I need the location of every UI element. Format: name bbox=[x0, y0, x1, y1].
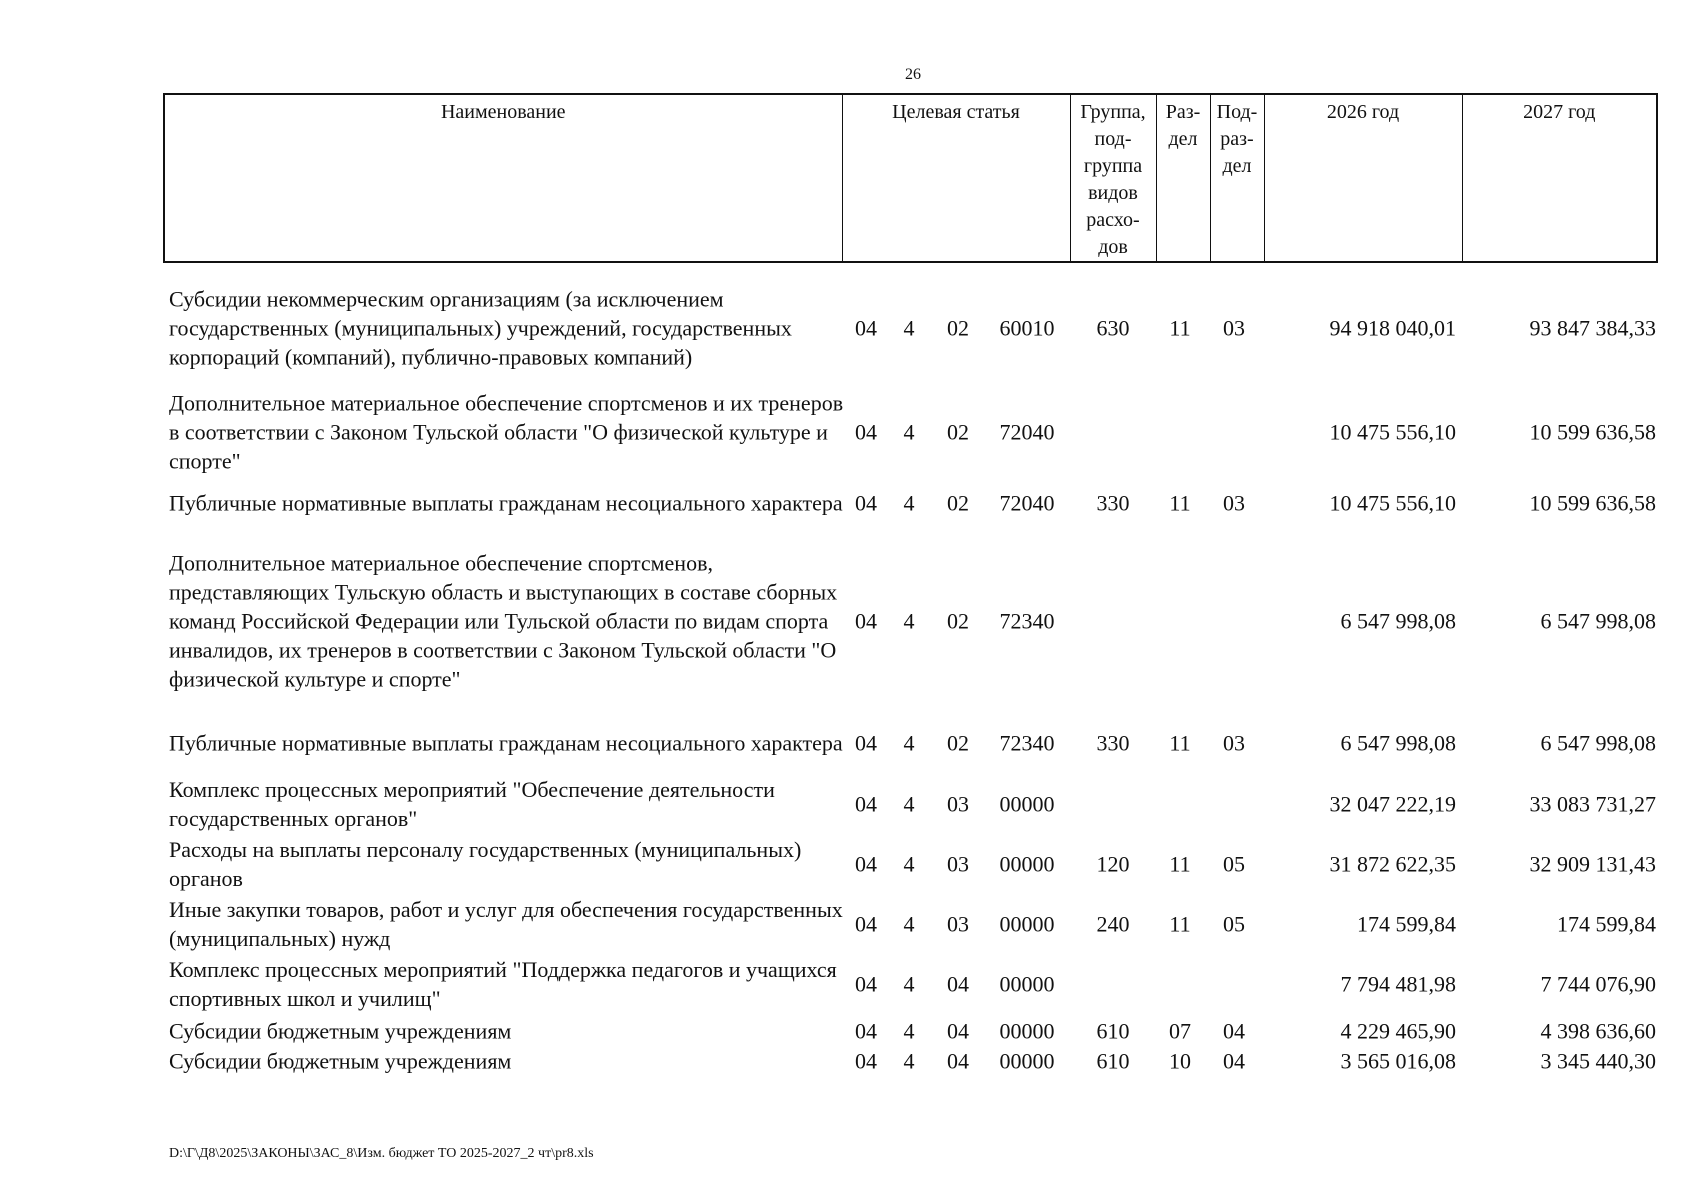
cell-amount-2027: 10 599 636,58 bbox=[1529, 419, 1656, 445]
header-target-article: Целевая статья bbox=[842, 94, 1070, 262]
cell-amount-2027: 174 599,84 bbox=[1557, 911, 1656, 937]
table-row bbox=[0, 712, 1694, 774]
table-row bbox=[0, 280, 1694, 376]
cell-name: Публичные нормативные выплаты гражданам несоциального характера bbox=[169, 490, 843, 516]
cell-code-part-2: 4 bbox=[903, 851, 915, 877]
cell-amount-2026: 10 475 556,10 bbox=[1329, 490, 1456, 516]
header-year-2026: 2026 год bbox=[1264, 94, 1462, 262]
cell-amount-2027: 33 083 731,27 bbox=[1529, 791, 1656, 817]
header-group: Группа, под- группа видов расхо- дов bbox=[1070, 94, 1156, 262]
cell-section: 11 bbox=[1169, 315, 1191, 341]
cell-code-part-2: 4 bbox=[903, 1018, 915, 1044]
cell-code-part-2: 4 bbox=[903, 971, 915, 997]
header-section: Раз- дел bbox=[1156, 94, 1210, 262]
cell-subsection: 03 bbox=[1223, 730, 1245, 756]
cell-section: 11 bbox=[1169, 911, 1191, 937]
cell-name: Субсидии некоммерческим организациям (за исключением государственных (муниципальных) учреждений, государственных корпораций (компаний), публично-правовых компаний) bbox=[169, 286, 792, 370]
cell-code-part-2: 4 bbox=[903, 1048, 915, 1074]
cell-code-part-4: 72040 bbox=[999, 490, 1055, 516]
table-row bbox=[0, 774, 1694, 834]
cell-expense-group: 610 bbox=[1096, 1048, 1130, 1074]
cell-code-part-4: 00000 bbox=[999, 911, 1055, 937]
cell-code-part-2: 4 bbox=[903, 490, 915, 516]
cell-section: 11 bbox=[1169, 490, 1191, 516]
cell-amount-2026: 174 599,84 bbox=[1357, 911, 1456, 937]
cell-section: 10 bbox=[1169, 1048, 1191, 1074]
cell-code-part-3: 04 bbox=[947, 1018, 969, 1044]
cell-code-part-4: 00000 bbox=[999, 971, 1055, 997]
cell-code-part-4: 60010 bbox=[999, 315, 1055, 341]
cell-code-part-1: 04 bbox=[855, 315, 877, 341]
cell-name: Дополнительное материальное обеспечение спортсменов, представляющих Тульскую область и выступающих в составе сборных команд Российской Федерации или Тульской области по видам спорта инвалидов, их тренеров в соответствии с Законом Тульской области "О физической культуре и спорте" bbox=[169, 550, 838, 692]
cell-amount-2026: 32 047 222,19 bbox=[1329, 791, 1456, 817]
cell-name: Комплекс процессных мероприятий "Обеспечение деятельности государственных органов" bbox=[169, 777, 775, 831]
cell-amount-2026: 3 565 016,08 bbox=[1340, 1048, 1456, 1074]
cell-code-part-1: 04 bbox=[855, 419, 877, 445]
cell-code-part-1: 04 bbox=[855, 791, 877, 817]
cell-name: Субсидии бюджетным учреждениям bbox=[169, 1048, 512, 1074]
cell-expense-group: 330 bbox=[1096, 490, 1130, 516]
header-year-2027: 2027 год bbox=[1462, 94, 1657, 262]
cell-amount-2026: 10 475 556,10 bbox=[1329, 419, 1456, 445]
cell-code-part-4: 72340 bbox=[999, 730, 1055, 756]
table-row bbox=[0, 894, 1694, 954]
cell-code-part-3: 03 bbox=[947, 911, 969, 937]
cell-expense-group: 630 bbox=[1096, 315, 1130, 341]
cell-amount-2026: 31 872 622,35 bbox=[1329, 851, 1456, 877]
table-row bbox=[0, 834, 1694, 894]
cell-section: 11 bbox=[1169, 730, 1191, 756]
table-row bbox=[0, 546, 1694, 696]
cell-subsection: 04 bbox=[1223, 1048, 1245, 1074]
cell-code-part-1: 04 bbox=[855, 851, 877, 877]
cell-code-part-4: 00000 bbox=[999, 1018, 1055, 1044]
cell-code-part-4: 00000 bbox=[999, 791, 1055, 817]
cell-code-part-3: 02 bbox=[947, 490, 969, 516]
cell-name: Комплекс процессных мероприятий "Поддержка педагогов и учащихся спортивных школ и училищ" bbox=[169, 957, 837, 1011]
cell-amount-2027: 6 547 998,08 bbox=[1540, 730, 1656, 756]
cell-code-part-3: 03 bbox=[947, 851, 969, 877]
cell-amount-2027: 32 909 131,43 bbox=[1529, 851, 1656, 877]
cell-expense-group: 610 bbox=[1096, 1018, 1130, 1044]
cell-code-part-4: 00000 bbox=[999, 1048, 1055, 1074]
cell-code-part-3: 03 bbox=[947, 791, 969, 817]
header-subsection: Под- раз- дел bbox=[1210, 94, 1264, 262]
cell-expense-group: 240 bbox=[1096, 911, 1130, 937]
page-number: 26 bbox=[905, 66, 921, 83]
cell-code-part-1: 04 bbox=[855, 1048, 877, 1074]
cell-name: Дополнительное материальное обеспечение спортсменов и их тренеров в соответствии с Законом Тульской области "О физической культуре и спорте" bbox=[169, 390, 844, 474]
table-row bbox=[0, 384, 1694, 480]
cell-code-part-3: 04 bbox=[947, 1048, 969, 1074]
cell-amount-2027: 6 547 998,08 bbox=[1540, 608, 1656, 634]
cell-code-part-4: 72040 bbox=[999, 419, 1055, 445]
cell-amount-2027: 3 345 440,30 bbox=[1540, 1048, 1656, 1074]
table-row bbox=[0, 954, 1694, 1014]
table-header bbox=[163, 93, 1658, 263]
cell-section: 07 bbox=[1169, 1018, 1191, 1044]
cell-code-part-2: 4 bbox=[903, 315, 915, 341]
cell-code-part-1: 04 bbox=[855, 730, 877, 756]
cell-expense-group: 120 bbox=[1096, 851, 1130, 877]
cell-section: 11 bbox=[1169, 851, 1191, 877]
cell-subsection: 05 bbox=[1223, 851, 1245, 877]
cell-code-part-3: 02 bbox=[947, 730, 969, 756]
table-row bbox=[0, 470, 1694, 536]
cell-amount-2026: 6 547 998,08 bbox=[1340, 730, 1456, 756]
cell-amount-2026: 7 794 481,98 bbox=[1340, 971, 1456, 997]
cell-amount-2027: 7 744 076,90 bbox=[1540, 971, 1656, 997]
cell-code-part-3: 02 bbox=[947, 419, 969, 445]
cell-code-part-1: 04 bbox=[855, 490, 877, 516]
cell-subsection: 03 bbox=[1223, 315, 1245, 341]
cell-code-part-2: 4 bbox=[903, 608, 915, 634]
cell-code-part-2: 4 bbox=[903, 791, 915, 817]
cell-code-part-4: 00000 bbox=[999, 851, 1055, 877]
cell-code-part-1: 04 bbox=[855, 971, 877, 997]
cell-name: Иные закупки товаров, работ и услуг для обеспечения государственных (муниципальных) нужд bbox=[169, 897, 843, 951]
cell-code-part-2: 4 bbox=[903, 911, 915, 937]
cell-amount-2026: 94 918 040,01 bbox=[1329, 315, 1456, 341]
cell-code-part-4: 72340 bbox=[999, 608, 1055, 634]
cell-subsection: 05 bbox=[1223, 911, 1245, 937]
cell-code-part-2: 4 bbox=[903, 419, 915, 445]
cell-code-part-2: 4 bbox=[903, 730, 915, 756]
cell-amount-2027: 4 398 636,60 bbox=[1540, 1018, 1656, 1044]
cell-code-part-1: 04 bbox=[855, 911, 877, 937]
cell-amount-2027: 10 599 636,58 bbox=[1529, 490, 1656, 516]
cell-amount-2026: 6 547 998,08 bbox=[1340, 608, 1456, 634]
header-name: Наименование bbox=[164, 94, 842, 262]
cell-name: Публичные нормативные выплаты гражданам несоциального характера bbox=[169, 730, 843, 756]
cell-subsection: 03 bbox=[1223, 490, 1245, 516]
table-row bbox=[0, 1016, 1694, 1046]
cell-code-part-3: 02 bbox=[947, 608, 969, 634]
cell-expense-group: 330 bbox=[1096, 730, 1130, 756]
cell-code-part-3: 02 bbox=[947, 315, 969, 341]
cell-name: Субсидии бюджетным учреждениям bbox=[169, 1018, 512, 1044]
cell-amount-2026: 4 229 465,90 bbox=[1340, 1018, 1456, 1044]
cell-code-part-1: 04 bbox=[855, 1018, 877, 1044]
cell-amount-2027: 93 847 384,33 bbox=[1529, 315, 1656, 341]
table-row bbox=[0, 1046, 1694, 1076]
cell-subsection: 04 bbox=[1223, 1018, 1245, 1044]
cell-name: Расходы на выплаты персоналу государственных (муниципальных) органов bbox=[169, 837, 802, 891]
footer-file-path: D:\Г\Д8\2025\ЗАКОНЫ\ЗАС_8\Изм. бюджет ТО 2025-2027_2 чт\pr8.xls bbox=[169, 1146, 594, 1161]
cell-code-part-1: 04 bbox=[855, 608, 877, 634]
cell-code-part-3: 04 bbox=[947, 971, 969, 997]
